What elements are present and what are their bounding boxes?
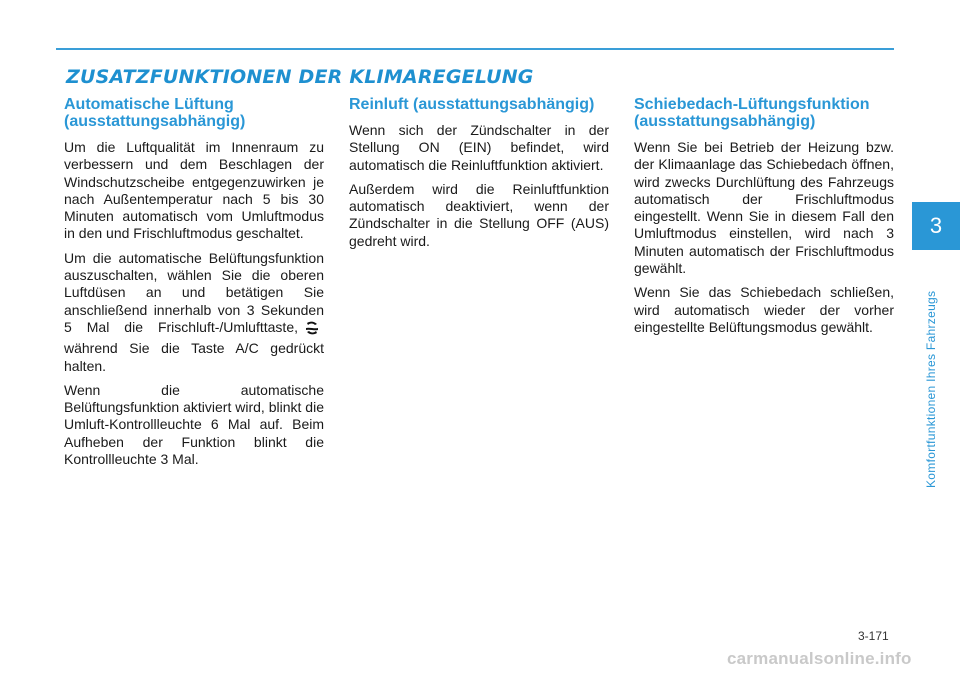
paragraph: Wenn die automatische Belüftungsfunktion aktiviert wird, blinkt die Umluft-Kontrollleuchte 6 Mal auf. Beim Aufheben der Funktion blinkt die Kontrollleuchte 3 Mal. (64, 381, 324, 468)
section-title: ZUSATZFUNKTIONEN DER KLIMAREGELUNG (66, 66, 534, 88)
paragraph: Wenn sich der Zündschalter in der Stellung ON (EIN) befindet, wird automatisch die Reinluftfunktion aktiviert. (349, 122, 609, 173)
paragraph: Wenn Sie das Schiebedach schließen, wird automatisch wieder der vorher eingestellte Belüftungsmodus gewählt. (634, 284, 894, 335)
column-clean-air (349, 96, 609, 257)
fan-icon (304, 320, 320, 340)
paragraph-text: während Sie die Taste A/C gedrückt halten. (64, 340, 324, 374)
paragraph: Wenn Sie bei Betrieb der Heizung bzw. der Klimaanlage das Schiebedach öffnen, wird zwecks Durchlüftung des Fahrzeugs automatisch der Frischluftmodus eingestellt. Wenn Sie in diesem Fall den Umluftmodus einstellen, wird nach 3 Minuten automatisch der Frischluftmodus gewählt. (634, 139, 894, 277)
top-rule (56, 48, 894, 50)
heading-clean-air: Reinluft (ausstattungsabhängig) (349, 96, 595, 113)
chapter-tab (912, 202, 960, 250)
paragraph-with-icon (64, 250, 324, 375)
column-sunroof-ventilation (634, 96, 894, 343)
paragraph: Außerdem wird die Reinluftfunktion automatisch deaktiviert, wenn der Zündschalter in die Stellung OFF (AUS) gedreht wird. (349, 180, 609, 249)
paragraph: Um die Luftqualität im Innenraum zu verbessern und dem Beschlagen der Windschutzscheibe entgegenzuwirken je nach Außentemperatur nach 5 bis 30 Minuten automatisch vom Umluftmodus in den und Frischluftmodus geschaltet. (64, 139, 324, 242)
heading-automatic-ventilation: Automatische Lüftung (ausstattungsabhängig) (64, 96, 246, 130)
chapter-title: Komfortfunktionen Ihres Fahrzeugs (924, 290, 938, 488)
heading-sunroof-ventilation: Schiebedach-Lüftungsfunktion (ausstattungsabhängig) (634, 96, 870, 130)
watermark: carmanualsonline.info (727, 649, 912, 668)
page-number: 3-171 (858, 629, 889, 643)
chapter-number: 3 (929, 213, 943, 238)
column-automatic-ventilation (64, 96, 324, 475)
paragraph-text: Um die automatische Belüftungsfunktion auszuschalten, wählen Sie die oberen Luftdüsen an und betätigen Sie anschließend innerhalb von 3 Sekunden 5 Mal die Frischluft-/Umlufttaste, (64, 249, 324, 335)
